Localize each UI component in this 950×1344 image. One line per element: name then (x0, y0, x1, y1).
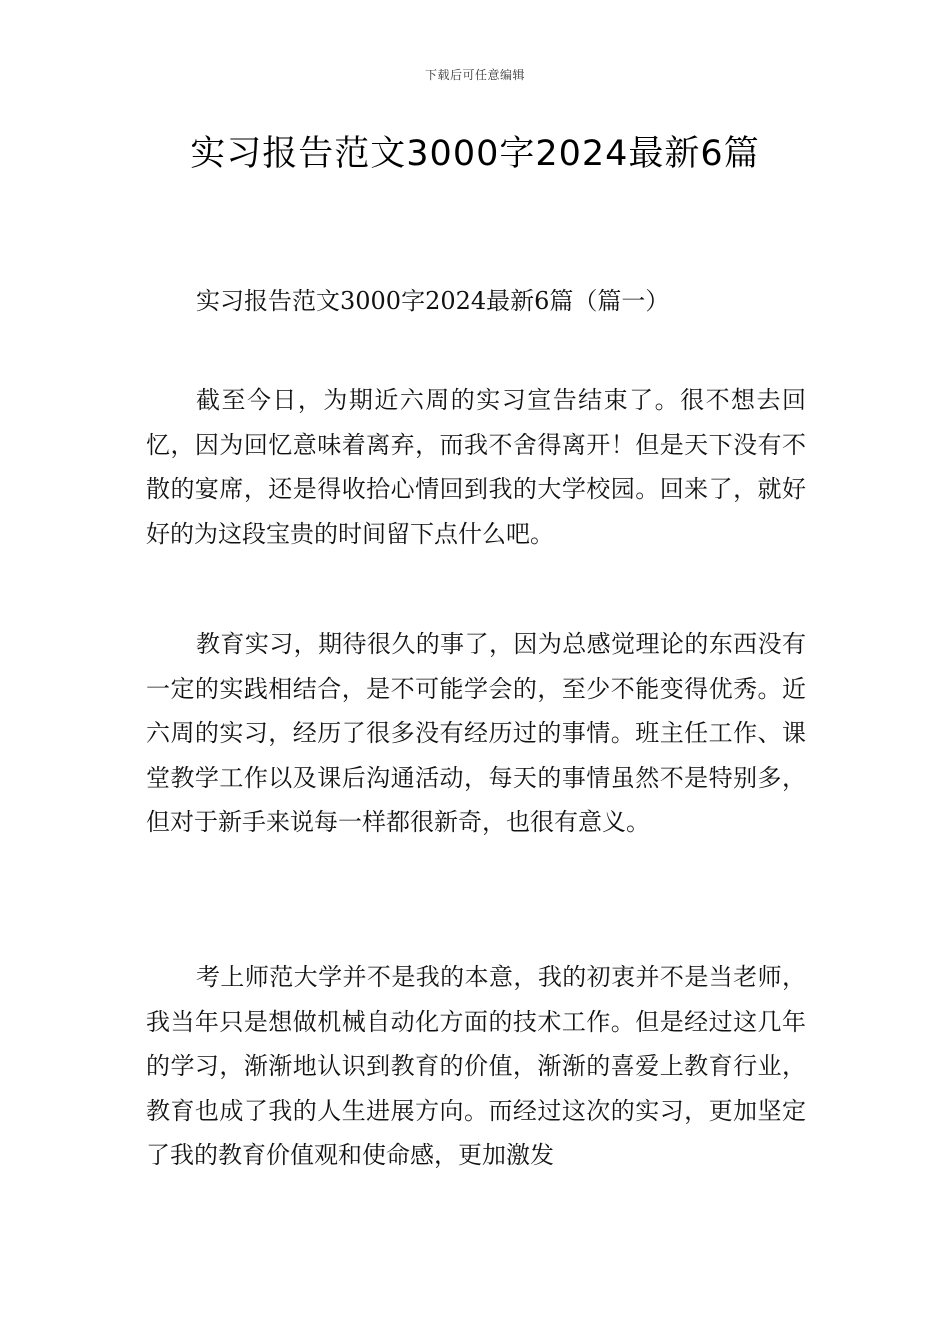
body-paragraph-3: 考上师范大学并不是我的本意，我的初衷并不是当老师，我当年只是想做机械自动化方面的技术工作。但是经过这几年的学习，渐渐地认识到教育的价值，渐渐的喜爱上教育行业，教育也成了我的人生进展方向。而经过这次的实习，更加坚定了我的教育价值观和使命感，更加激发 (146, 963, 806, 1170)
header-note: 下载后可任意编辑 (424, 68, 525, 82)
section-heading: 实习报告范文3000字2024最新6篇（篇一） (196, 287, 670, 315)
body-paragraph-1: 截至今日，为期近六周的实习宣告结束了。很不想去回忆，因为回忆意味着离弃，而我不舍得离开！但是天下没有不散的宴席，还是得收拾心情回到我的大学校园。回来了，就好好的为这段宝贵的时间留下点什么吧。 (146, 386, 806, 548)
body-paragraph-2: 教育实习，期待很久的事了，因为总感觉理论的东西没有一定的实践相结合，是不可能学会的，至少不能变得优秀。近六周的实习，经历了很多没有经历过的事情。班主任工作、课堂教学工作以及课后沟通活动，每天的事情虽然不是特别多，但对于新手来说每一样都很新奇，也很有意义。 (146, 630, 806, 837)
document-title: 实习报告范文3000字2024最新6篇 (190, 134, 760, 174)
